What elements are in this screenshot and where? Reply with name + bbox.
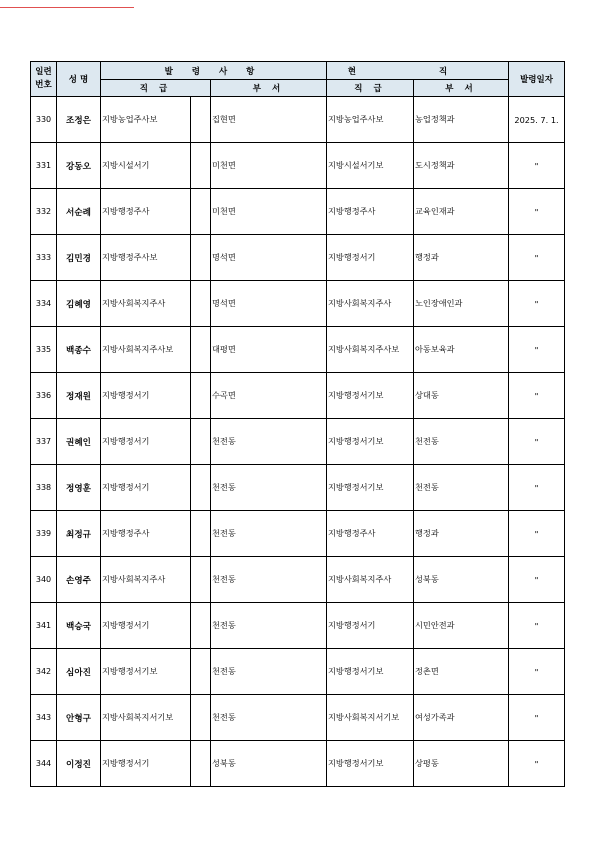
- current-dept-cell: 노인장애인과: [414, 281, 509, 327]
- table-row: [31, 741, 565, 787]
- table-row: [31, 373, 565, 419]
- new-dept-cell: 성북동: [211, 741, 327, 787]
- new-rank-cell: 지방시설서기: [101, 143, 191, 189]
- date-cell: ": [509, 419, 565, 465]
- new-rank-cell: 지방행정서기: [101, 603, 191, 649]
- serial-cell: 338: [31, 465, 57, 511]
- serial-cell: 344: [31, 741, 57, 787]
- current-rank-cell: 지방행정서기보: [327, 649, 414, 695]
- current-dept-cell: 농업정책과: [414, 97, 509, 143]
- new-rank-cell: 지방사회복지주사: [101, 557, 191, 603]
- serial-cell: 336: [31, 373, 57, 419]
- new-rank-header: 직 급: [101, 80, 211, 97]
- current-dept-cell: 아동보육과: [414, 327, 509, 373]
- name-cell: 손영주: [57, 557, 101, 603]
- new-dept-header: 부 서: [211, 80, 327, 97]
- name-cell: 최정규: [57, 511, 101, 557]
- spacer-cell: [191, 189, 211, 235]
- new-rank-cell: 지방농업주사보: [101, 97, 191, 143]
- current-rank-cell: 지방행정주사: [327, 189, 414, 235]
- name-cell: 안형구: [57, 695, 101, 741]
- new-dept-cell: 천전동: [211, 419, 327, 465]
- table-row: [31, 695, 565, 741]
- current-rank-cell: 지방사회복지주사: [327, 557, 414, 603]
- table-row: [31, 557, 565, 603]
- current-dept-cell: 성북동: [414, 557, 509, 603]
- current-rank-cell: 지방행정서기보: [327, 465, 414, 511]
- current-dept-cell: 상대동: [414, 373, 509, 419]
- name-cell: 서순례: [57, 189, 101, 235]
- table-row: [31, 419, 565, 465]
- table-row: [31, 511, 565, 557]
- table-row: [31, 143, 565, 189]
- spacer-cell: [191, 465, 211, 511]
- current-rank-cell: 지방시설서기보: [327, 143, 414, 189]
- new-rank-cell: 지방행정서기: [101, 465, 191, 511]
- spacer-cell: [191, 235, 211, 281]
- table-row: [31, 603, 565, 649]
- current-dept-cell: 상평동: [414, 741, 509, 787]
- name-cell: 백종수: [57, 327, 101, 373]
- name-cell: 김혜영: [57, 281, 101, 327]
- personnel-table: [30, 61, 565, 787]
- new-rank-cell: 지방행정서기: [101, 741, 191, 787]
- appointment-header: 발 령 사 항: [101, 62, 327, 80]
- new-rank-cell: 지방행정서기: [101, 373, 191, 419]
- serial-cell: 341: [31, 603, 57, 649]
- current-rank-cell: 지방행정서기: [327, 235, 414, 281]
- new-dept-cell: 미천면: [211, 189, 327, 235]
- date-cell: ": [509, 741, 565, 787]
- header-row-sub: [31, 80, 565, 97]
- current-dept-header: 부 서: [414, 80, 509, 97]
- header-row-top: [31, 62, 565, 80]
- serial-cell: 331: [31, 143, 57, 189]
- new-dept-cell: 천전동: [211, 603, 327, 649]
- current-dept-cell: 시민안전과: [414, 603, 509, 649]
- current-dept-cell: 정촌면: [414, 649, 509, 695]
- current-rank-cell: 지방농업주사보: [327, 97, 414, 143]
- date-cell: ": [509, 557, 565, 603]
- table-row: [31, 97, 565, 143]
- new-dept-cell: 미천면: [211, 143, 327, 189]
- new-rank-cell: 지방사회복지서기보: [101, 695, 191, 741]
- name-cell: 김민경: [57, 235, 101, 281]
- new-dept-cell: 명석면: [211, 281, 327, 327]
- spacer-cell: [191, 695, 211, 741]
- current-rank-cell: 지방행정서기보: [327, 373, 414, 419]
- serial-cell: 330: [31, 97, 57, 143]
- spacer-cell: [191, 373, 211, 419]
- spacer-cell: [191, 649, 211, 695]
- serial-cell: 335: [31, 327, 57, 373]
- name-cell: 심아진: [57, 649, 101, 695]
- date-cell: ": [509, 649, 565, 695]
- current-rank-cell: 지방행정서기보: [327, 741, 414, 787]
- new-rank-cell: 지방행정주사보: [101, 235, 191, 281]
- date-cell: ": [509, 695, 565, 741]
- current-rank-cell: 지방사회복지주사: [327, 281, 414, 327]
- date-header: 발령일자: [509, 62, 565, 97]
- spacer-cell: [191, 741, 211, 787]
- date-cell: ": [509, 511, 565, 557]
- new-rank-cell: 지방사회복지주사보: [101, 327, 191, 373]
- new-rank-cell: 지방행정서기: [101, 419, 191, 465]
- current-position-header: 현 직: [327, 62, 509, 80]
- current-dept-cell: 천전동: [414, 465, 509, 511]
- current-rank-header: 직 급: [327, 80, 414, 97]
- new-dept-cell: 수곡면: [211, 373, 327, 419]
- table-row: [31, 281, 565, 327]
- name-cell: 백승국: [57, 603, 101, 649]
- name-cell: 정영훈: [57, 465, 101, 511]
- new-dept-cell: 집현면: [211, 97, 327, 143]
- table-row: [31, 235, 565, 281]
- new-dept-cell: 천전동: [211, 511, 327, 557]
- new-dept-cell: 천전동: [211, 649, 327, 695]
- current-dept-cell: 행정과: [414, 235, 509, 281]
- serial-cell: 337: [31, 419, 57, 465]
- new-rank-cell: 지방행정주사: [101, 189, 191, 235]
- name-cell: 이정진: [57, 741, 101, 787]
- serial-cell: 342: [31, 649, 57, 695]
- spacer-cell: [191, 143, 211, 189]
- current-dept-cell: 행정과: [414, 511, 509, 557]
- current-dept-cell: 도시정책과: [414, 143, 509, 189]
- date-cell: ": [509, 465, 565, 511]
- new-dept-cell: 천전동: [211, 695, 327, 741]
- serial-header: 일련 번호: [31, 62, 57, 97]
- spacer-cell: [191, 97, 211, 143]
- spacer-cell: [191, 511, 211, 557]
- spacer-cell: [191, 327, 211, 373]
- date-cell: ": [509, 235, 565, 281]
- spacer-cell: [191, 557, 211, 603]
- name-cell: 조정은: [57, 97, 101, 143]
- new-dept-cell: 명석면: [211, 235, 327, 281]
- date-cell: ": [509, 143, 565, 189]
- date-cell: ": [509, 327, 565, 373]
- table-row: [31, 649, 565, 695]
- name-cell: 정재원: [57, 373, 101, 419]
- new-dept-cell: 대평면: [211, 327, 327, 373]
- current-rank-cell: 지방행정주사: [327, 511, 414, 557]
- date-cell: ": [509, 603, 565, 649]
- top-red-rule: [0, 7, 134, 8]
- current-rank-cell: 지방행정서기: [327, 603, 414, 649]
- new-rank-cell: 지방행정서기보: [101, 649, 191, 695]
- spacer-cell: [191, 419, 211, 465]
- serial-cell: 332: [31, 189, 57, 235]
- serial-cell: 340: [31, 557, 57, 603]
- table-row: [31, 327, 565, 373]
- new-rank-cell: 지방사회복지주사: [101, 281, 191, 327]
- new-rank-cell: 지방행정주사: [101, 511, 191, 557]
- serial-cell: 333: [31, 235, 57, 281]
- current-rank-cell: 지방행정서기보: [327, 419, 414, 465]
- serial-cell: 334: [31, 281, 57, 327]
- name-cell: 권혜인: [57, 419, 101, 465]
- serial-cell: 343: [31, 695, 57, 741]
- serial-cell: 339: [31, 511, 57, 557]
- new-dept-cell: 천전동: [211, 465, 327, 511]
- current-rank-cell: 지방사회복지주사보: [327, 327, 414, 373]
- date-cell: ": [509, 281, 565, 327]
- date-cell: ": [509, 189, 565, 235]
- table-row: [31, 189, 565, 235]
- table-row: [31, 465, 565, 511]
- name-header: 성 명: [57, 62, 101, 97]
- current-dept-cell: 여성가족과: [414, 695, 509, 741]
- spacer-cell: [191, 603, 211, 649]
- spacer-cell: [191, 281, 211, 327]
- new-dept-cell: 천전동: [211, 557, 327, 603]
- current-rank-cell: 지방사회복지서기보: [327, 695, 414, 741]
- date-cell: 2025. 7. 1.: [509, 97, 565, 143]
- current-dept-cell: 천전동: [414, 419, 509, 465]
- date-cell: ": [509, 373, 565, 419]
- current-dept-cell: 교육인재과: [414, 189, 509, 235]
- name-cell: 강동오: [57, 143, 101, 189]
